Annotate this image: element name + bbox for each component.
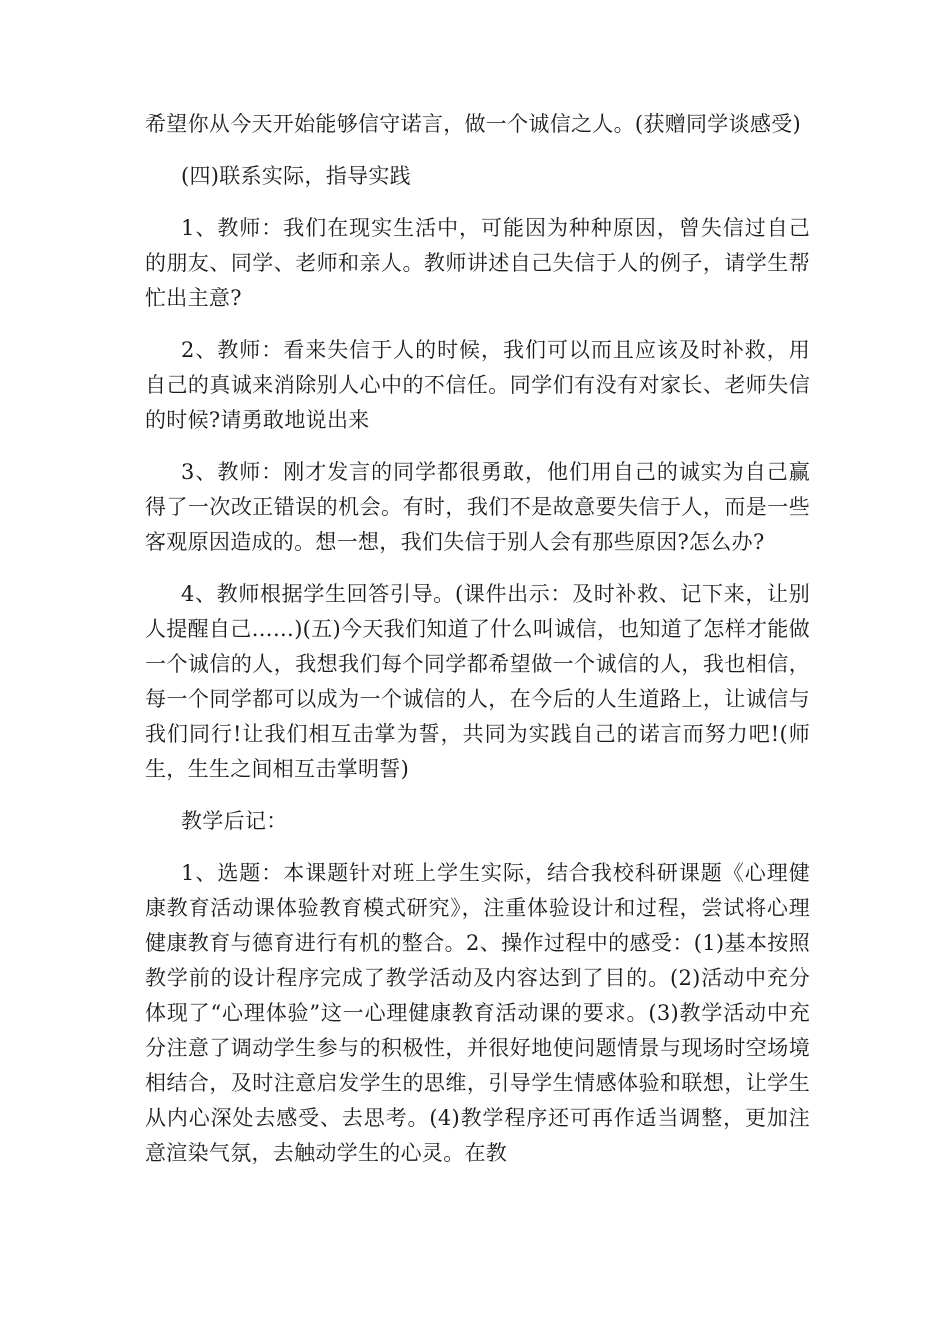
section-heading-practice: (四)联系实际，指导实践 — [181, 164, 411, 188]
paragraph-postscript-body: 1、选题：本课题针对班上学生实际，结合我校科研课题《心理健康教育活动课体验教育模式研究》，注重体验设计和过程，尝试将心理健康教育与德育进行有机的整合。2、操作过程中的感受：(1)基本按照教学前的设计程序完成了教学活动及内容达到了目的。(2)活动中充分体现了“心理体验”这一心理健康教育活动课的要求。(3)教学活动中充分注意了调动学生参与的积极性，并很好地使问题情景与现场时空场境相结合，及时注意启发学生的思维，引导学生情感体验和联想，让学生从内心深处去感受、去思考。(4)教学程序还可再作适当调整，更加注意渲染气氛，去触动学生的心灵。在教 — [145, 861, 810, 1165]
paragraph-item-3: 3、教师：刚才发言的同学都很勇敢，他们用自己的诚实为自己赢得了一次改正错误的机会。有时，我们不是故意要失信于人，而是一些客观原因造成的。想一想，我们失信于别人会有那些原因?怎么办? — [145, 460, 810, 554]
section-heading-postscript: 教学后记： — [181, 809, 288, 833]
paragraph-continuation: 希望你从今天开始能够信守诺言，做一个诚信之人。(获赠同学谈感受) — [145, 112, 801, 136]
paragraph-item-1: 1、教师：我们在现实生活中，可能因为种种原因，曾失信过自己的朋友、同学、老师和亲人。教师讲述自己失信于人的例子，请学生帮忙出主意? — [145, 216, 810, 310]
paragraph-item-4: 4、教师根据学生回答引导。(课件出示：及时补救、记下来，让别人提醒自己……)(五)今天我们知道了什么叫诚信，也知道了怎样才能做一个诚信的人，我想我们每个同学都希望做一个诚信的人，我也相信，每一个同学都可以成为一个诚信的人，在今后的人生道路上，让诚信与我们同行!让我们相互击掌为誓，共同为实践自己的诺言而努力吧!(师生，生生之间相互击掌明誓) — [145, 582, 810, 781]
document-body — [145, 107, 810, 1188]
paragraph-item-2: 2、教师：看来失信于人的时候，我们可以而且应该及时补救，用自己的真诚来消除别人心中的不信任。同学们有没有对家长、老师失信的时候?请勇敢地说出来 — [145, 338, 810, 432]
